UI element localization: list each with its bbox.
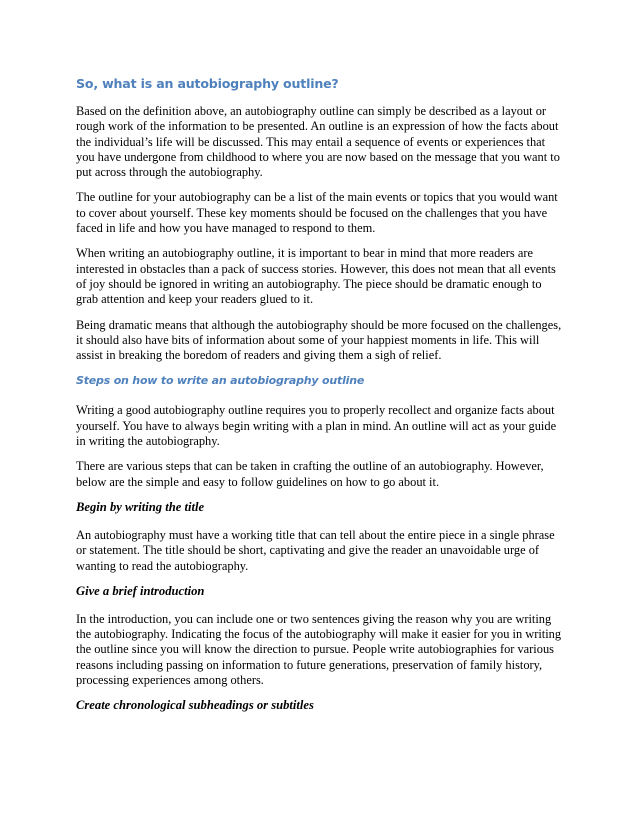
paragraph-definition: Based on the definition above, an autobiography outline can simply be described as a layout or rough work of the information to be presented. An outline is an expression of how the facts about the individual’s life will be discussed. This may entail a sequence of events or experiences that you have undergone from childhood to where you are now based on the message that you want to put across through the autobiography. [76,104,560,180]
step-heading-chronological: Create chronological subheadings or subtitles [76,698,314,713]
paragraph-dramatic: Being dramatic means that although the autobiography should be more focused on the challenges, it should also have bits of information about some of your happiest moments in life. This will assist in breaking the boredom of readers and giving them a sigh of relief. [76,317,562,363]
paragraph-title: An autobiography must have a working title that can tell about the entire piece in a single phrase or statement. The title should be short, captivating and give the reader an unavoidable urge of wanting to read the autobiography. [76,527,555,573]
section-heading-outline: So, what is an autobiography outline? [76,76,339,91]
paragraph-obstacles: When writing an autobiography outline, it is important to bear in mind that more readers are interested in obstacles than a pack of success stories. However, this does not mean that all events of joy should be ignored in writing an autobiography. The piece should be dramatic enough to grab attention and keep your readers glued to it. [76,246,556,307]
paragraph-introduction: In the introduction, you can include one or two sentences giving the reason why you are writing the autobiography. Indicating the focus of the autobiography will make it easier for you in writing the outline since you will know the direction to pursue. People write autobiographies for various reasons including passing on information to future generations, preservation of family history, processing experiences among others. [76,611,562,688]
paragraph-various-steps: There are various steps that can be taken in crafting the outline of an autobiography. However, below are the simple and easy to follow guidelines on how to go about it. [76,459,544,489]
step-heading-title: Begin by writing the title [76,499,205,514]
subheading-steps: Steps on how to write an autobiography outline [76,374,365,388]
step-heading-introduction: Give a brief introduction [76,583,205,598]
document-body [76,76,566,726]
paragraph-good-outline: Writing a good autobiography outline requires you to properly recollect and organize facts about yourself. You have to always begin writing with a plan in mind. An outline will act as your guide in writing the autobiography. [76,403,557,449]
paragraph-list-of-events: The outline for your autobiography can be a list of the main events or topics that you would want to cover about yourself. These key moments should be focused on the challenges that you have faced in life and how you have managed to respond to them. [76,190,558,236]
